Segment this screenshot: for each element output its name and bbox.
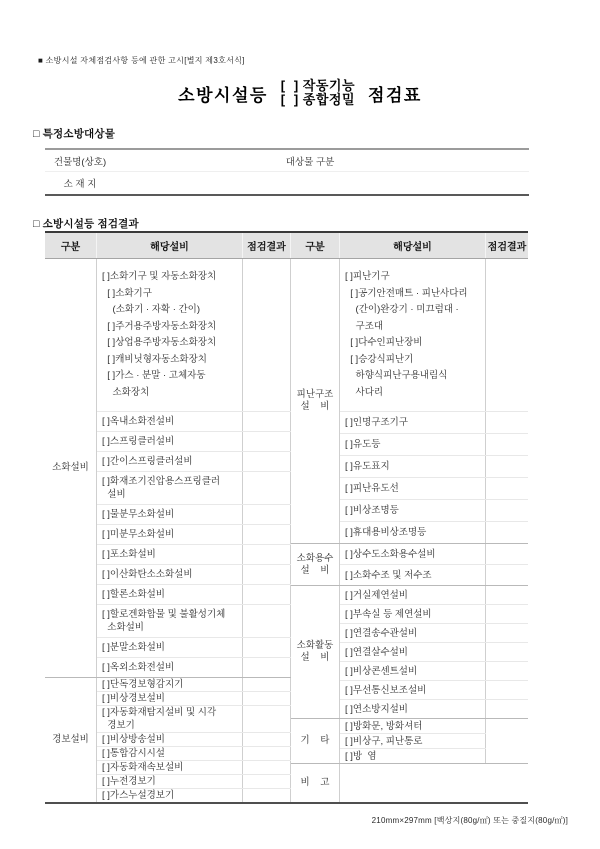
group-rows xyxy=(340,586,528,718)
remarks-cell[interactable] xyxy=(340,764,528,802)
equipment-item[interactable]: [ ]거실제연설비 xyxy=(340,586,486,604)
result-cell[interactable] xyxy=(486,681,528,699)
result-cell[interactable] xyxy=(486,412,528,433)
equipment-item[interactable]: [ ]물분무소화설비 xyxy=(97,505,243,524)
option-comprehensive-check[interactable]: [ ] 종합정밀 xyxy=(280,92,356,107)
result-cell[interactable] xyxy=(486,605,528,623)
result-cell[interactable] xyxy=(486,565,528,585)
table-row xyxy=(97,545,291,565)
result-cell[interactable] xyxy=(243,706,291,732)
equipment-item[interactable]: [ ]소화수조 및 저수조 xyxy=(340,565,486,585)
category-cell: 경보설비 xyxy=(45,678,97,802)
column-header-result: 점검결과 xyxy=(243,233,291,258)
result-cell[interactable] xyxy=(243,412,291,431)
equipment-item[interactable]: [ ]자동화재탐지설비 및 시각 경보기 xyxy=(97,706,243,732)
equipment-item[interactable]: [ ]연결살수설비 xyxy=(340,643,486,661)
check-type-options xyxy=(281,79,355,107)
table-row xyxy=(97,585,291,605)
building-info-table xyxy=(45,148,529,196)
result-cell[interactable] xyxy=(243,525,291,544)
result-cell[interactable] xyxy=(243,432,291,451)
table-row xyxy=(340,719,486,734)
result-cell[interactable] xyxy=(486,624,528,642)
column-header-category: 구분 xyxy=(291,233,340,258)
results-header-right xyxy=(291,233,528,259)
table-row xyxy=(97,525,291,545)
table-row xyxy=(340,522,528,543)
table-row xyxy=(97,565,291,585)
table-row xyxy=(97,472,291,505)
result-cell[interactable] xyxy=(243,747,291,760)
result-cell[interactable] xyxy=(243,678,291,691)
table-row xyxy=(340,434,528,456)
address-value[interactable] xyxy=(115,172,529,194)
equipment-item[interactable]: [ ]단독경보형감지기 xyxy=(97,678,243,691)
equipment-item[interactable]: [ ]화재조기진압용스프링클러 설비 xyxy=(97,472,243,504)
equipment-item[interactable]: [ ]방화문, 방화셔터 xyxy=(340,719,486,733)
column-header-category: 구분 xyxy=(45,233,97,258)
column-header-equipment: 해당설비 xyxy=(340,233,486,258)
result-cell[interactable] xyxy=(486,522,528,543)
table-row xyxy=(97,658,291,677)
result-cell[interactable] xyxy=(243,505,291,524)
table-row xyxy=(340,565,528,585)
table-row xyxy=(340,500,528,522)
table-row xyxy=(97,638,291,658)
equipment-group xyxy=(45,678,291,802)
table-row xyxy=(97,432,291,452)
equipment-item[interactable]: [ ]비상콘센트설비 xyxy=(340,662,486,680)
results-table xyxy=(45,231,528,804)
table-row xyxy=(97,678,291,692)
results-table-right xyxy=(291,233,528,802)
equipment-item[interactable]: [ ]스프링클러설비 xyxy=(97,432,243,451)
equipment-item[interactable]: [ ]옥내소화전설비 xyxy=(97,412,243,431)
result-cell[interactable] xyxy=(486,719,528,763)
equipment-item[interactable]: [ ]상수도소화용수설비 xyxy=(340,544,486,564)
table-row xyxy=(340,605,528,624)
results-section-heading: □ 소방시설등 점검결과 xyxy=(33,218,139,230)
group-rows xyxy=(340,544,528,585)
table-row xyxy=(340,478,528,500)
equipment-item[interactable]: [ ]소화기구 및 자동소화장치 [ ]소화기구 (소화기 · 자확 · 간이) [ ]주거용주방자동소화장치 [ ]상업용주방자동소화장치 [ ]캐비닛형자동소화장치 [ ]가스 · 분말 · 고체자동 소화장치 xyxy=(97,259,243,411)
equipment-item[interactable]: [ ]유도등 xyxy=(340,434,486,455)
column-header-equipment: 해당설비 xyxy=(97,233,243,258)
building-info-row-2 xyxy=(45,172,529,194)
table-row xyxy=(340,681,528,700)
table-row xyxy=(97,706,291,733)
equipment-item[interactable]: [ ]비상조명등 xyxy=(340,500,486,521)
table-row xyxy=(97,412,291,432)
result-cell[interactable] xyxy=(243,658,291,677)
building-name-label: 건물명(상호) xyxy=(53,156,107,168)
table-row xyxy=(97,733,291,747)
equipment-group xyxy=(291,586,528,719)
equipment-item[interactable]: [ ]유도표지 xyxy=(340,456,486,477)
result-cell[interactable] xyxy=(243,605,291,637)
equipment-item[interactable]: [ ]가스누설경보기 xyxy=(97,789,243,802)
equipment-item[interactable]: [ ]할론소화설비 xyxy=(97,585,243,604)
equipment-item[interactable]: [ ]미분무소화설비 xyxy=(97,525,243,544)
equipment-item[interactable]: [ ]연소방지설비 xyxy=(340,700,486,718)
result-cell[interactable] xyxy=(243,775,291,788)
equipment-item[interactable]: [ ]비상구, 피난통로 xyxy=(340,734,486,748)
building-name-value[interactable] xyxy=(115,150,280,171)
result-cell[interactable] xyxy=(486,500,528,521)
equipment-item[interactable]: [ ]방 염 xyxy=(340,749,486,763)
result-cell[interactable] xyxy=(486,700,528,718)
equipment-group xyxy=(291,764,528,802)
table-row xyxy=(340,412,528,434)
table-row xyxy=(340,643,528,662)
result-cell[interactable] xyxy=(243,789,291,802)
equipment-item[interactable]: [ ]누전경보기 xyxy=(97,775,243,788)
column-header-result: 점검결과 xyxy=(487,242,527,253)
group-rows xyxy=(97,259,291,677)
table-row xyxy=(97,761,291,775)
table-row xyxy=(97,692,291,706)
form-title xyxy=(0,79,600,107)
equipment-item[interactable]: [ ]통합감시시설 xyxy=(97,747,243,760)
result-cell[interactable] xyxy=(486,586,528,604)
table-row xyxy=(340,544,528,565)
result-cell[interactable] xyxy=(486,478,528,499)
table-row xyxy=(97,747,291,761)
equipment-item[interactable]: [ ]피난기구 [ ]공기안전매트 · 피난사다리 (간이)완강기 · 미끄럼대 · 구조대 [ ]다수인피난장비 [ ]승강식피난기 하향식피난구용내림식 사다리 xyxy=(340,259,486,411)
equipment-item[interactable]: [ ]할로겐화합물 및 불활성기체 소화설비 xyxy=(97,605,243,637)
equipment-item[interactable]: [ ]옥외소화전설비 xyxy=(97,658,243,677)
equipment-item[interactable]: [ ]자동화재속보설비 xyxy=(97,761,243,774)
table-row xyxy=(340,624,528,643)
equipment-item[interactable]: [ ]인명구조기구 xyxy=(340,412,486,433)
table-row xyxy=(97,775,291,789)
equipment-item[interactable]: [ ]휴대용비상조명등 xyxy=(340,522,486,543)
equipment-item[interactable]: [ ]부속실 등 제연설비 xyxy=(340,605,486,623)
title-prefix: 소방시설등 xyxy=(178,85,268,105)
option-operational-check[interactable]: [ ] 작동기능 xyxy=(280,78,356,93)
result-cell[interactable] xyxy=(486,259,528,411)
equipment-group xyxy=(45,259,291,678)
table-row xyxy=(340,586,528,605)
table-row xyxy=(97,789,291,802)
result-cell[interactable] xyxy=(486,434,528,455)
result-cell[interactable] xyxy=(243,545,291,564)
result-cell[interactable] xyxy=(243,565,291,584)
result-cell[interactable] xyxy=(486,456,528,477)
equipment-item[interactable]: [ ]비상경보설비 xyxy=(97,692,243,705)
equipment-item[interactable]: [ ]이산화탄소소화설비 xyxy=(97,565,243,584)
equipment-group xyxy=(291,544,528,586)
equipment-item[interactable]: [ ]비상방송설비 xyxy=(97,733,243,746)
target-type-value[interactable] xyxy=(340,150,529,171)
equipment-item[interactable]: [ ]분말소화설비 xyxy=(97,638,243,657)
table-row xyxy=(97,605,291,638)
table-row xyxy=(340,456,528,478)
table-row xyxy=(340,734,486,749)
equipment-item[interactable]: [ ]피난유도선 xyxy=(340,478,486,499)
category-cell: 피난구조 설 비 xyxy=(291,259,340,543)
category-cell: 소화설비 xyxy=(45,259,97,677)
category-cell: 소화활동 설 비 xyxy=(291,586,340,718)
equipment-item[interactable]: [ ]포소화설비 xyxy=(97,545,243,564)
group-rows xyxy=(340,259,528,543)
group-rows xyxy=(97,678,291,802)
target-type-label: 대상물 구분 xyxy=(285,156,335,168)
results-body-left xyxy=(45,259,291,802)
results-header-left xyxy=(45,233,291,259)
equipment-group xyxy=(291,719,528,764)
equipment-group xyxy=(291,259,528,544)
category-cell: 기 타 xyxy=(291,719,340,763)
building-info-row-1 xyxy=(45,150,529,172)
result-cell[interactable] xyxy=(243,761,291,774)
result-cell[interactable] xyxy=(486,643,528,661)
table-row xyxy=(340,700,528,718)
result-cell[interactable] xyxy=(486,544,528,564)
result-cell[interactable] xyxy=(243,638,291,657)
table-row xyxy=(340,259,528,412)
result-cell[interactable] xyxy=(243,259,291,411)
result-cell[interactable] xyxy=(486,662,528,680)
result-cell[interactable] xyxy=(243,452,291,471)
table-row xyxy=(97,452,291,472)
table-row xyxy=(97,505,291,525)
building-section-heading: □ 특정소방대상물 xyxy=(33,128,116,140)
table-row xyxy=(340,662,528,681)
notice-text: ■ 소방시설 자체점검사항 등에 관한 고시[별지 제3호서식] xyxy=(38,56,245,65)
table-row xyxy=(340,749,486,763)
category-cell: 소화용수 설 비 xyxy=(291,544,340,585)
title-suffix: 점검표 xyxy=(368,85,422,105)
table-row xyxy=(97,259,291,412)
group-rows xyxy=(340,719,486,763)
category-cell: 비 고 xyxy=(291,764,340,802)
result-cell[interactable] xyxy=(243,472,291,504)
result-cell[interactable] xyxy=(243,733,291,746)
equipment-item[interactable]: [ ]연결송수관설비 xyxy=(340,624,486,642)
result-cell[interactable] xyxy=(243,585,291,604)
paper-size-note: 210mm×297mm [백상지(80g/㎡) 또는 중질지(80g/㎡)] xyxy=(371,816,568,825)
result-cell[interactable] xyxy=(243,692,291,705)
address-label: 소 재 지 xyxy=(63,179,97,190)
results-table-left xyxy=(45,233,291,802)
equipment-item[interactable]: [ ]간이스프링클러설비 xyxy=(97,452,243,471)
results-body-right xyxy=(291,259,528,802)
equipment-item[interactable]: [ ]무선통신보조설비 xyxy=(340,681,486,699)
